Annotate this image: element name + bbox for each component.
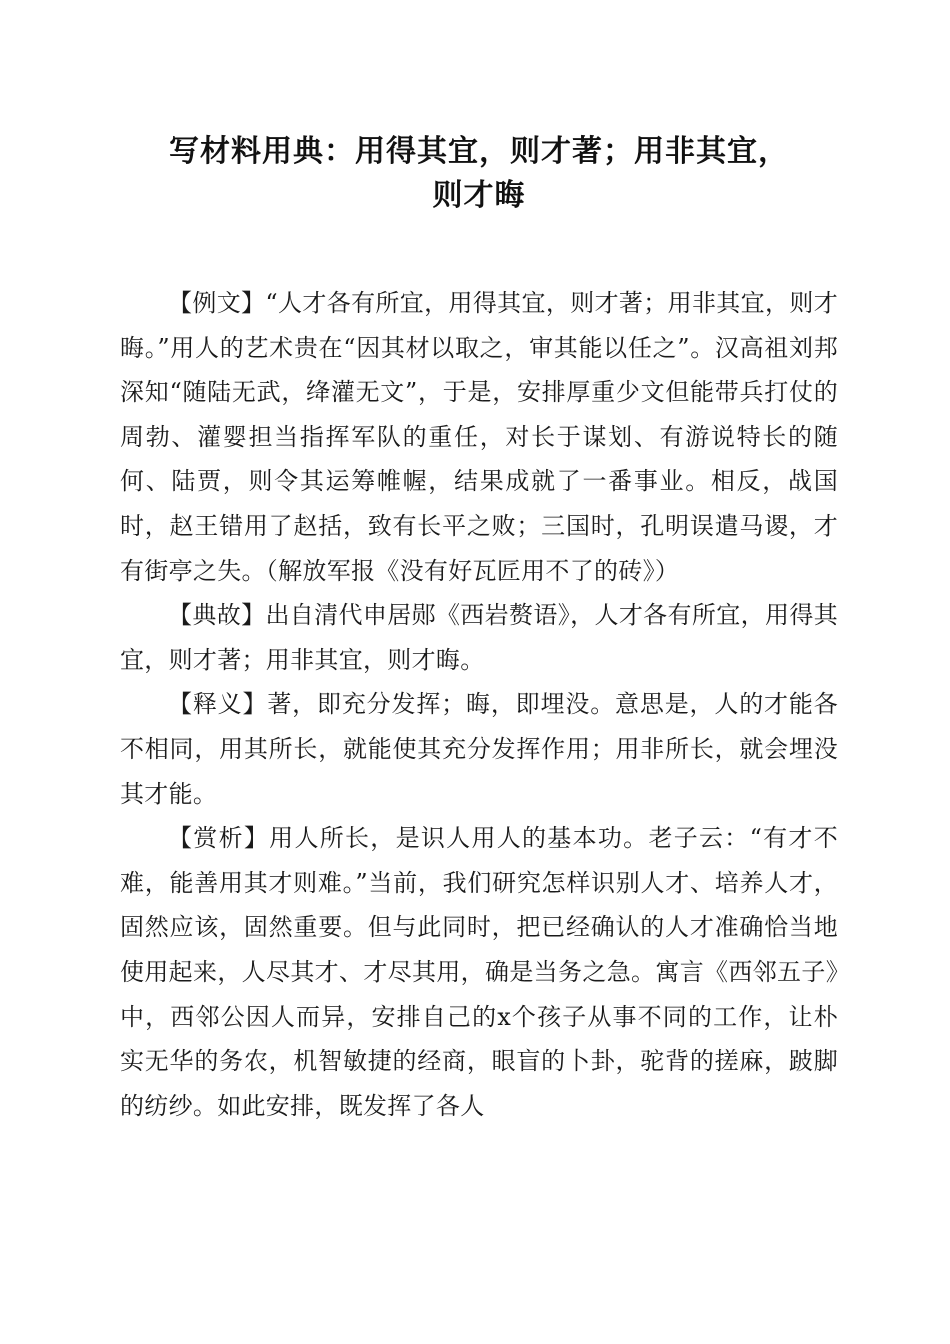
paragraph-appreciation [120, 816, 838, 1128]
paragraph-meaning [120, 682, 838, 816]
paragraph-allusion [120, 593, 838, 682]
document-body [120, 281, 838, 1128]
title-line-2: 则才晦 [432, 178, 526, 213]
paragraph-tag: 【释义】 [168, 690, 268, 719]
paragraph-tag: 【典故】 [168, 601, 266, 630]
paragraph-example [120, 281, 838, 593]
paragraph-text: 用人所长，是识人用人的基本功。老子云：“有才不难，能善用其才则难。”当前，我们研究怎样识别人才、培养人才，固然应该，固然重要。但与此同时，把已经确认的人才准确恰当地使用起来，人尽其才、才尽其用，确是当务之急。寓言《西邻五子》中，西邻公因人而异，安排自己的x个孩子从事不同的工作，让朴实无华的务农，机智敏捷的经商，眼盲的卜卦，驼背的搓麻，跛脚的纺纱。如此安排，既发挥了各人 [120, 824, 839, 1120]
paragraph-tag: 【例文】 [168, 289, 266, 317]
title-line-1: 写材料用典：用得其宜，则才著；用非其宜， [169, 134, 789, 169]
paragraph-text: “人才各有所宜，用得其宜，则才著；用非其宜，则才晦。”用人的艺术贵在“因其材以取之，审其能以任之”。汉高祖刘邦深知“随陆无武，绛灌无文”，于是，安排厚重少文但能带兵打仗的周勃、灌婴担当指挥军队的重任，对长于谋划、有游说特长的随何、陆贾，则令其运筹帷幄，结果成就了一番事业。相反，战国时，赵王错用了赵括，致有长平之败；三国时，孔明误遣马谡，才有街亭之失。（解放军报《没有好瓦匠用不了的砖》） [120, 289, 839, 585]
paragraph-text: 著，即充分发挥；晦，即埋没。意思是，人的才能各不相同，用其所长，就能使其充分发挥作用；用非所长，就会埋没其才能。 [120, 690, 838, 808]
paragraph-text: 出自清代申居郧《西岩赘语》，人才各有所宜，用得其宜，则才著；用非其宜，则才晦。 [120, 601, 838, 674]
paragraph-tag: 【赏析】 [168, 824, 270, 853]
document-title [120, 130, 838, 218]
document-page [120, 130, 838, 1128]
